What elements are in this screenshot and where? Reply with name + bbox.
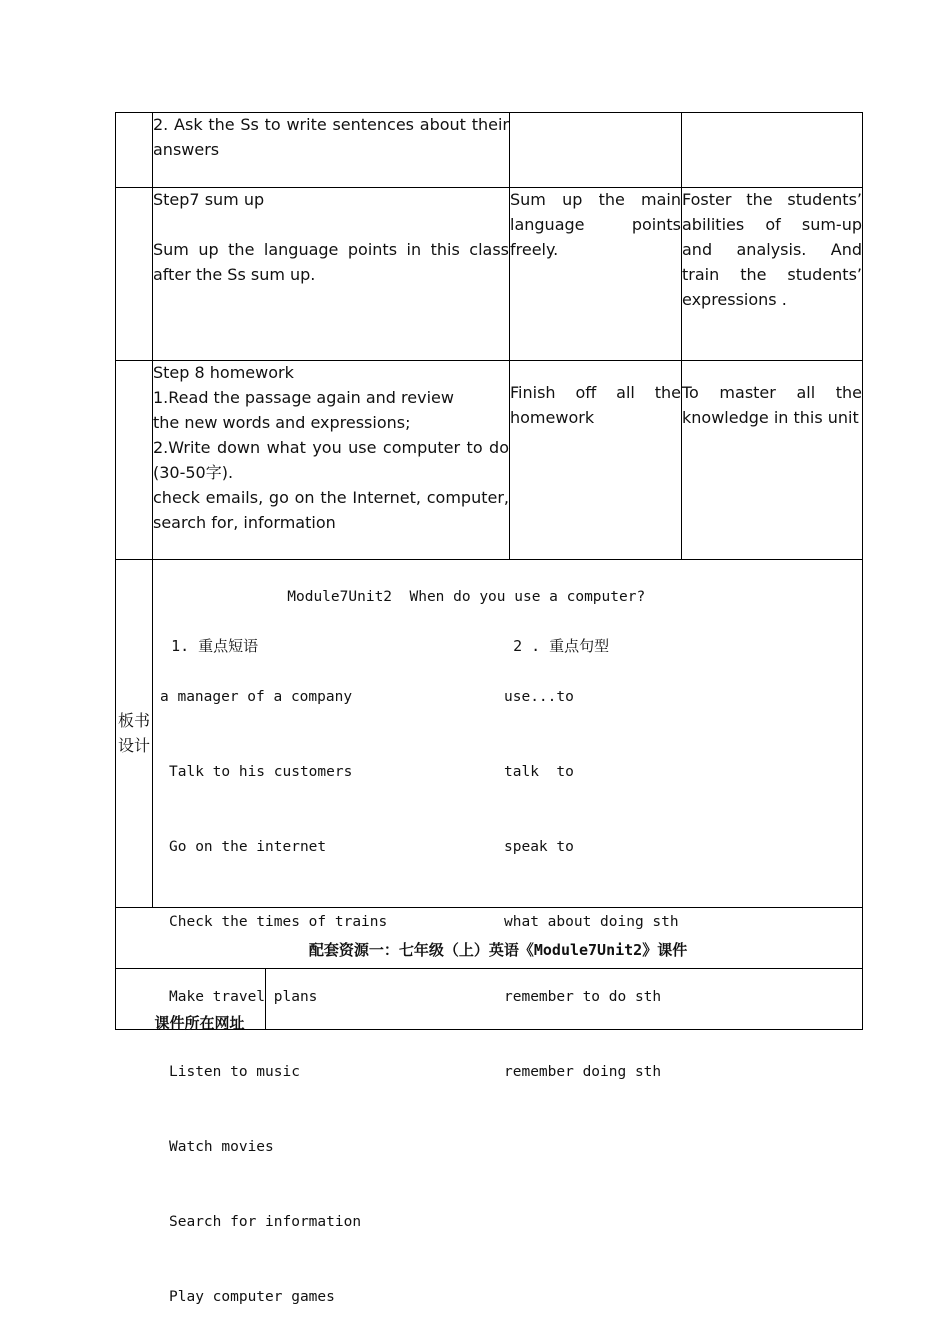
list-item: Search for information [169,1214,362,1230]
list-item: use...to [504,689,574,705]
step8-activity-cell [510,380,681,430]
step7-activity-cell [510,187,681,262]
list-item: Play computer games [169,1289,335,1305]
table-left-border [115,112,116,1030]
step7-process-text: Sum up the language points in this class after the Ss sum up. [153,240,509,284]
board-title: Module7Unit2 When do you use a computer? [287,589,646,605]
list-item: remember doing sth [504,1064,662,1080]
phrases-heading: 1. 重点短语 [171,637,259,655]
step8-line-1: 1.Read the passage again and review [153,388,454,407]
activity-column-divider [681,112,682,560]
step7-activity-text: Sum up the main language points freely. [510,190,681,259]
resource-url-label: 课件所在网址 [154,1014,245,1032]
step8-process-cell [153,360,509,535]
step7-purpose-text: Foster the students’ abilities of sum-up and analysis. And train the students’ expressions . [682,190,862,309]
list-item: Go on the internet [169,839,327,855]
step8-purpose-cell [682,380,862,430]
step8-purpose-text: To master all the knowledge in this unit [682,383,862,427]
list-item: speak to [504,839,574,855]
step7-title: Step7 sum up [153,190,265,209]
resource-title: 配套资源一：七年级（上）英语《Module7Unit2》课件 [308,941,688,959]
phrases-list [160,635,387,1335]
list-item: a manager of a company [160,689,353,705]
list-item: Make travel plans [169,989,318,1005]
step8-line-2: the new words and expressions; [153,413,411,432]
step7-process-cell [153,187,509,287]
list-item: remember to do sth [504,989,662,1005]
row1-process-line: 2. Ask the Ss to write sentences about their answers [153,115,509,159]
step8-activity-text: Finish off all the homework [510,383,681,427]
table-right-border [862,112,863,1030]
step8-line-4: check emails, go on the Internet, computer, search for, information [153,488,509,532]
step8-title: Step 8 homework [153,363,294,382]
list-item: Watch movies [169,1139,274,1155]
list-item: Check the times of trains [169,914,388,930]
sentences-heading: 2 . 重点句型 [513,637,610,655]
list-item: what about doing sth [504,914,679,930]
sentences-list [504,635,679,1110]
step8-line-3: 2.Write down what you use computer to do (30-50字). [153,438,509,482]
step7-purpose-cell [682,187,862,312]
list-item: Listen to music [169,1064,300,1080]
row1-process-text [153,112,509,162]
resource-url-value[interactable] [270,986,860,1036]
list-item: talk to [504,764,574,780]
list-item: Talk to his customers [169,764,353,780]
process-column-divider [509,112,510,560]
board-label: 板书设计 [117,711,150,755]
